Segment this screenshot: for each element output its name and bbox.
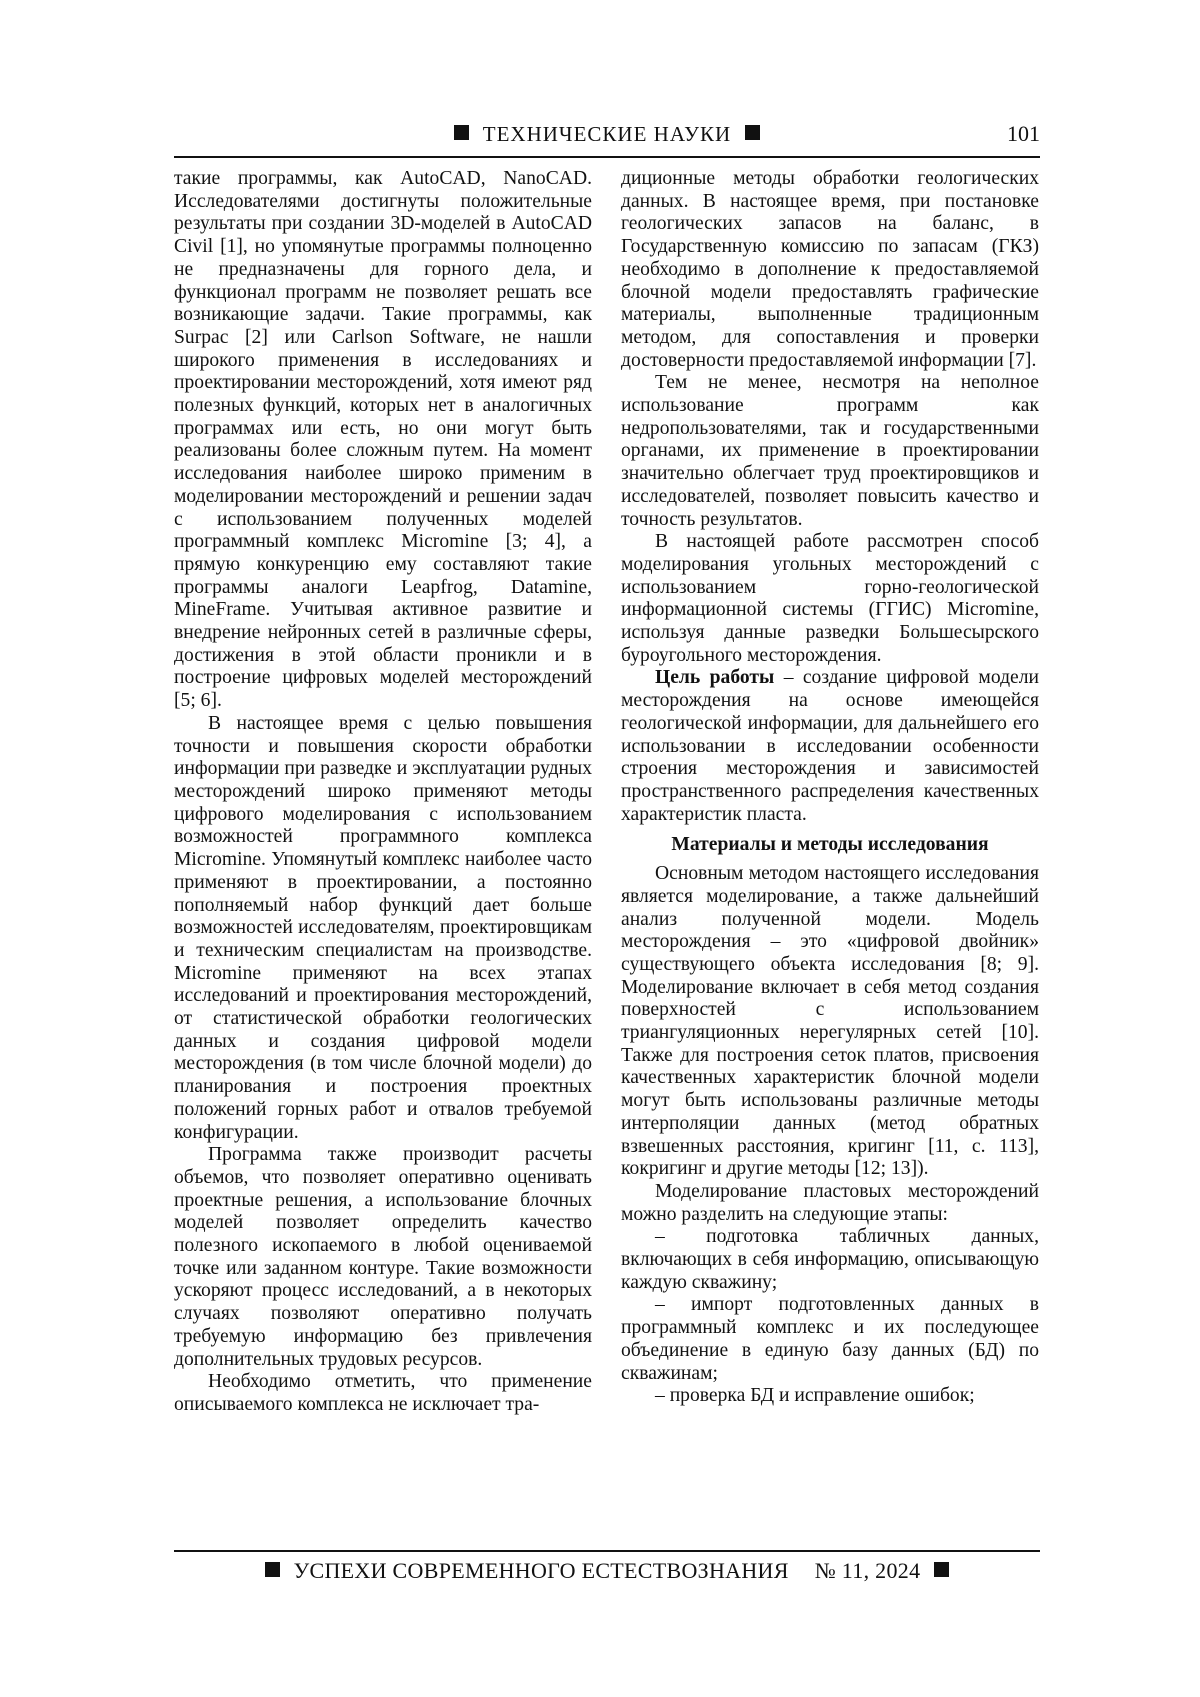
goal-text: – создание цифровой модели месторождения на основе имеющейся геологической информации, для дальнейшего его использовании в исследовании особенности строения месторождения и зависимостей пространственного распределения качественных характеристик пласта.: [621, 667, 1039, 825]
goal-label: Цель работы: [655, 667, 775, 689]
journal-name: УСПЕХИ СОВРЕМЕННОГО ЕСТЕСТВОЗНАНИЯ: [293, 1558, 789, 1583]
paragraph: В настоящее время с целью повышения точности и повышения скорости обработки информации при разведке и эксплуатации рудных месторождений широко применяют методы цифрового моделирования с использованием возможностей программного комплекса Micromine. Упомянутый комплекс наиболее часто применяют в проектировании, а постоянно пополняемый набор функций дает больше возможностей исследователям, проектировщикам и техническим специалистам на производстве. Micromine применяют на всех этапах исследований и проектирования месторождений, от статистической обработки геологических данных и создания цифровой модели месторождения (в том числе блочной модели) до планирования и построения проектных положений горных работ и отвалов требуемой конфигурации.: [174, 712, 592, 1143]
section-heading: Материалы и методы исследования: [671, 834, 989, 856]
running-header: [174, 120, 1040, 158]
right-column: [621, 168, 1039, 1408]
running-footer: [174, 1550, 1040, 1584]
square-bullet-icon: [934, 1562, 949, 1577]
section-name: ТЕХНИЧЕСКИЕ НАУКИ: [482, 122, 732, 146]
square-bullet-icon: [265, 1562, 280, 1577]
square-bullet-icon: [745, 125, 760, 140]
paragraph: Программа также производит расчеты объемов, что позволяет оперативно оценивать проектные решения, а использование блочных моделей позволяет определить качество полезного ископаемого в любой оцениваемой точке или заданном контуре. Такие возможности ускоряют процесс исследований, а в некоторых случаях позволяют оперативно получать требуемую информацию без привлечения дополнительных трудовых ресурсов.: [174, 1144, 592, 1370]
list-item: – подготовка табличных данных, включающих в себя информацию, описывающую каждую скважину;: [621, 1226, 1039, 1293]
page-number: 101: [1007, 121, 1040, 146]
paragraph: В настоящей работе рассмотрен способ моделирования угольных месторождений с использованием горно-геологической информационной системы (ГГИС) Micromine, используя данные разведки Большесырского буроугольного месторождения.: [621, 531, 1039, 666]
paragraph: Необходимо отметить, что применение описываемого комплекса не исключает тра-: [174, 1371, 592, 1415]
paragraph: Моделирование пластовых месторождений можно разделить на следующие этапы:: [621, 1180, 1039, 1225]
left-column: [174, 168, 592, 1417]
square-bullet-icon: [454, 125, 469, 140]
paragraph: такие программы, как AutoCAD, NanoCAD. Исследователями достигнуты положительные результаты при создании 3D-моделей в AutoCAD Civil [1], но упомянутые программы полноценно не предназначены для горного дела, и функционал программ не позволяет решать все возникающие задачи. Такие программы, как Surpac [2] или Carlson Software, не нашли широкого применения в исследованиях и проектировании месторождений, хотя имеют ряд полезных функций, которых нет в аналогичных программах или есть, но они могут быть реализованы более сложным путем. На момент исследования наиболее широко применим в моделировании месторождений и решении задач с использованием полученных моделей программный комплекс Micromine [3; 4], а прямую конкуренцию ему составляют такие программы аналоги Leapfrog, Datamine, MineFrame. Учитывая активное развитие и внедрение нейронных сетей в различные сферы, достижения в этой области проникли и в построение цифровых моделей месторождений [5; 6].: [174, 168, 592, 712]
paragraph-goal: [621, 667, 1039, 826]
paragraph: диционные методы обработки геологических данных. В настоящее время, при постановке геологических запасов на баланс, в Государственную комиссию по запасам (ГКЗ) необходимо в дополнение к предоставляемой блочной модели предоставлять графические материалы, выполненные традиционным методом, для сопоставления и проверки достоверности предоставляемой информации [7].: [621, 168, 1039, 371]
list-item: – импорт подготовленных данных в программный комплекс и их последующее объединение в единую базу данных (БД) по скважинам;: [621, 1294, 1039, 1384]
issue-number: № 11, 2024: [814, 1558, 921, 1583]
list-item: – проверка БД и исправление ошибок;: [655, 1385, 975, 1407]
section-title: [174, 122, 1040, 147]
paragraph: Тем не менее, несмотря на неполное использование программ как недропользователями, так и государственными органами, их применение в проектировании значительно облегчает труд проектировщиков и исследователей, позволяет повысить качество и точность результатов.: [621, 372, 1039, 530]
paragraph: Основным методом настоящего исследования является моделирование, а также дальнейший анализ полученной модели. Модель месторождения – это «цифровой двойник» существующего объекта исследования [8; 9]. Моделирование включает в себя метод создания поверхностей с использованием триангуляционных нерегулярных сетей [10]. Также для построения сеток платов, присвоения качественных характеристик блочной модели могут быть использованы различные методы интерполяции данных (метод обратных взвешенных расстояния, кригинг [11, с. 113], кокригинг и другие методы [12; 13]).: [621, 863, 1039, 1180]
